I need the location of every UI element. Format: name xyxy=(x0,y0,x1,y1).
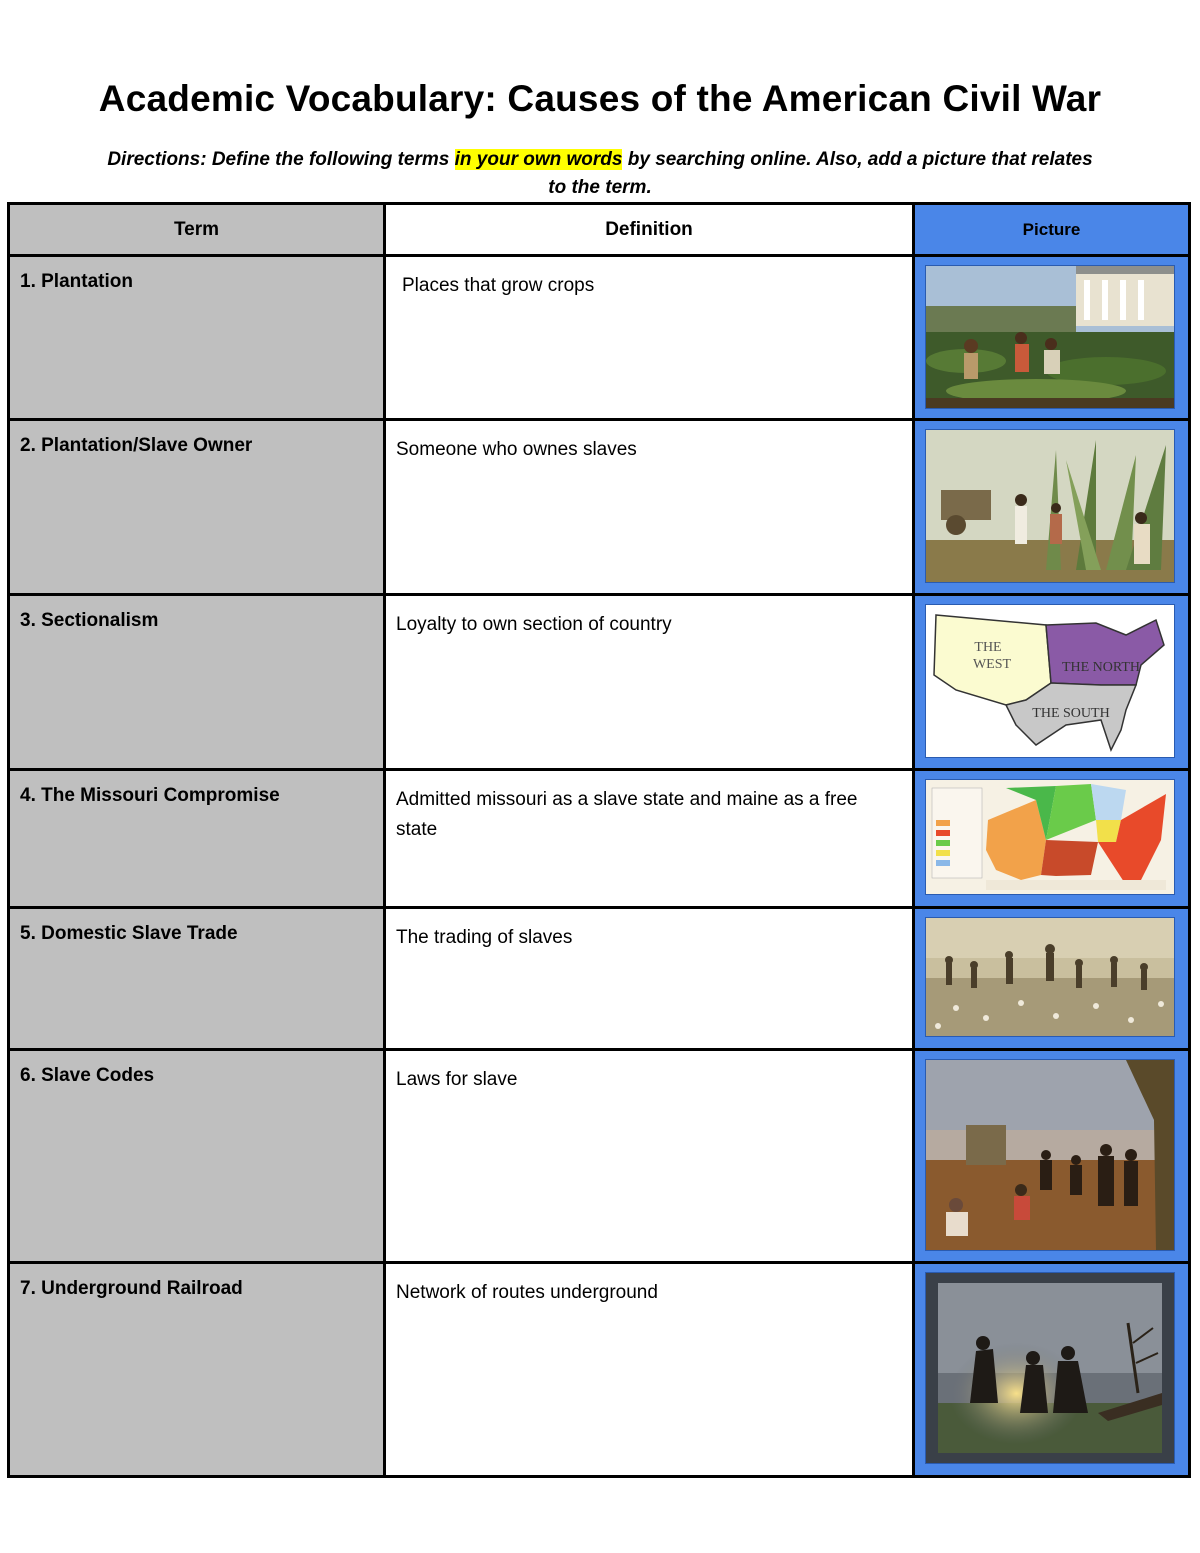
picture-cell xyxy=(914,420,1190,595)
picture-cell xyxy=(914,1263,1190,1477)
vocabulary-table xyxy=(7,202,1191,1478)
header-term: Term xyxy=(9,204,385,256)
table-row xyxy=(9,256,1190,420)
escape-at-night-painting-image xyxy=(925,1272,1175,1464)
map-label-west-2: WEST xyxy=(972,657,1012,672)
definition-cell[interactable]: The trading of slaves xyxy=(385,908,914,1050)
picture-cell xyxy=(914,256,1190,420)
picture-cell xyxy=(914,770,1190,908)
table-header-row xyxy=(9,204,1190,256)
map-label-south: THE SOUTH xyxy=(1032,706,1110,721)
sugar-cane-field-image xyxy=(925,429,1175,583)
term-cell: 2. Plantation/Slave Owner xyxy=(9,420,385,595)
picture-cell xyxy=(914,1050,1190,1263)
table-row xyxy=(9,908,1190,1050)
definition-cell[interactable]: Someone who ownes slaves xyxy=(385,420,914,595)
term-cell: 5. Domestic Slave Trade xyxy=(9,908,385,1050)
table-row xyxy=(9,770,1190,908)
picture-cell xyxy=(914,595,1190,770)
term-cell: 6. Slave Codes xyxy=(9,1050,385,1263)
plantation-painting-image xyxy=(925,265,1175,409)
missouri-compromise-map-image xyxy=(925,779,1175,895)
field-workers-painting-image xyxy=(925,1059,1175,1251)
term-cell: 4. The Missouri Compromise xyxy=(9,770,385,908)
definition-cell[interactable]: Loyalty to own section of country xyxy=(385,595,914,770)
term-cell: 3. Sectionalism xyxy=(9,595,385,770)
cotton-field-photo-image xyxy=(925,917,1175,1037)
directions-highlight: in your own words xyxy=(454,149,623,170)
definition-cell[interactable]: Places that grow crops xyxy=(385,256,914,420)
us-sections-map-image xyxy=(925,604,1175,758)
definition-cell[interactable]: Laws for slave xyxy=(385,1050,914,1263)
header-picture: Picture xyxy=(914,204,1190,256)
term-cell: 1. Plantation xyxy=(9,256,385,420)
table-row xyxy=(9,420,1190,595)
picture-cell xyxy=(914,908,1190,1050)
map-label-north: THE NORTH xyxy=(1061,660,1141,675)
directions xyxy=(100,146,1100,202)
table-row xyxy=(9,595,1190,770)
definition-cell[interactable]: Admitted missouri as a slave state and maine as a free state xyxy=(385,770,914,908)
definition-cell[interactable]: Network of routes underground xyxy=(385,1263,914,1477)
directions-text-start: Directions: Define the following terms xyxy=(107,149,455,170)
header-definition: Definition xyxy=(385,204,914,256)
table-row xyxy=(9,1050,1190,1263)
directions-text-end: by searching online. Also, add a picture that relates to the term. xyxy=(548,149,1093,198)
term-cell: 7. Underground Railroad xyxy=(9,1263,385,1477)
table-row xyxy=(9,1263,1190,1477)
page-title: Academic Vocabulary: Causes of the American Civil War xyxy=(98,78,1102,119)
map-label-west-1: THE xyxy=(974,640,1002,655)
